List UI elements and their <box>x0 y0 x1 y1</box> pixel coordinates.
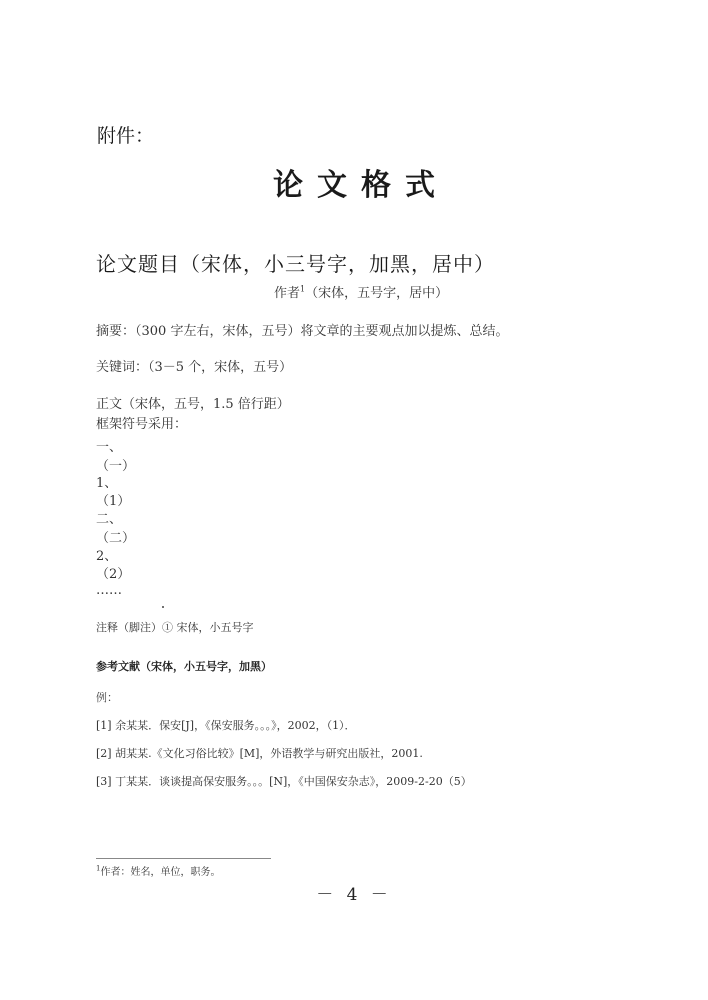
keywords: 关键词：（3－5 个，宋体，五号） <box>96 360 293 375</box>
annotation-note: 注释（脚注）① 宋体，小五号字 <box>96 621 254 634</box>
framework-symbol: 1、 <box>96 476 118 491</box>
abstract: 摘要：（300 字左右，宋体，五号）将文章的主要观点加以提炼、总结。 <box>96 324 509 339</box>
footnote <box>96 863 220 878</box>
example-label: 例： <box>96 691 118 704</box>
framework-symbol: 2、 <box>96 549 118 564</box>
footnote-divider <box>96 858 271 859</box>
author-line <box>274 282 448 301</box>
reference-item: [3] 丁某某．谈谈提高保安服务。。。[N]，《中国保安杂志》，2009-2-20（5） <box>96 775 472 788</box>
main-title: 论文格式 <box>273 168 449 203</box>
footnote-text: 作者：姓名，单位，职务。 <box>100 867 221 878</box>
author-footnote-marker: 1 <box>300 284 306 294</box>
reference-item: [1] 余某某．保安[J]，《保安服务。。。》，2002，（1）． <box>96 719 356 732</box>
framework-symbol: （一） <box>96 459 136 474</box>
framework-symbol: （2） <box>96 567 131 582</box>
scan-dot <box>162 606 164 608</box>
reference-item: [2] 胡某某.《文化习俗比较》[M]，外语教学与研究出版社，2001. <box>96 747 423 760</box>
footnote-marker: 1 <box>96 864 101 873</box>
body-format: 正文（宋体，五号，1.5 倍行距） <box>96 397 290 412</box>
page-number: － 4 － <box>316 885 392 905</box>
paper-title: 论文题目（宋体，小三号字，加黑，居中） <box>96 252 495 276</box>
author-label: 作者 <box>274 286 301 301</box>
references-heading: 参考文献（宋体，小五号字，加黑） <box>96 660 272 673</box>
framework-symbol: （二） <box>96 531 136 546</box>
attachment-label: 附件： <box>97 125 155 147</box>
framework-label: 框架符号采用： <box>96 417 188 432</box>
framework-symbol: …… <box>96 583 122 598</box>
framework-symbol: 一、 <box>96 440 123 455</box>
framework-symbol: （1） <box>96 494 131 509</box>
author-format: （宋体，五号字，居中） <box>305 286 449 301</box>
framework-symbol: 二、 <box>96 512 123 527</box>
